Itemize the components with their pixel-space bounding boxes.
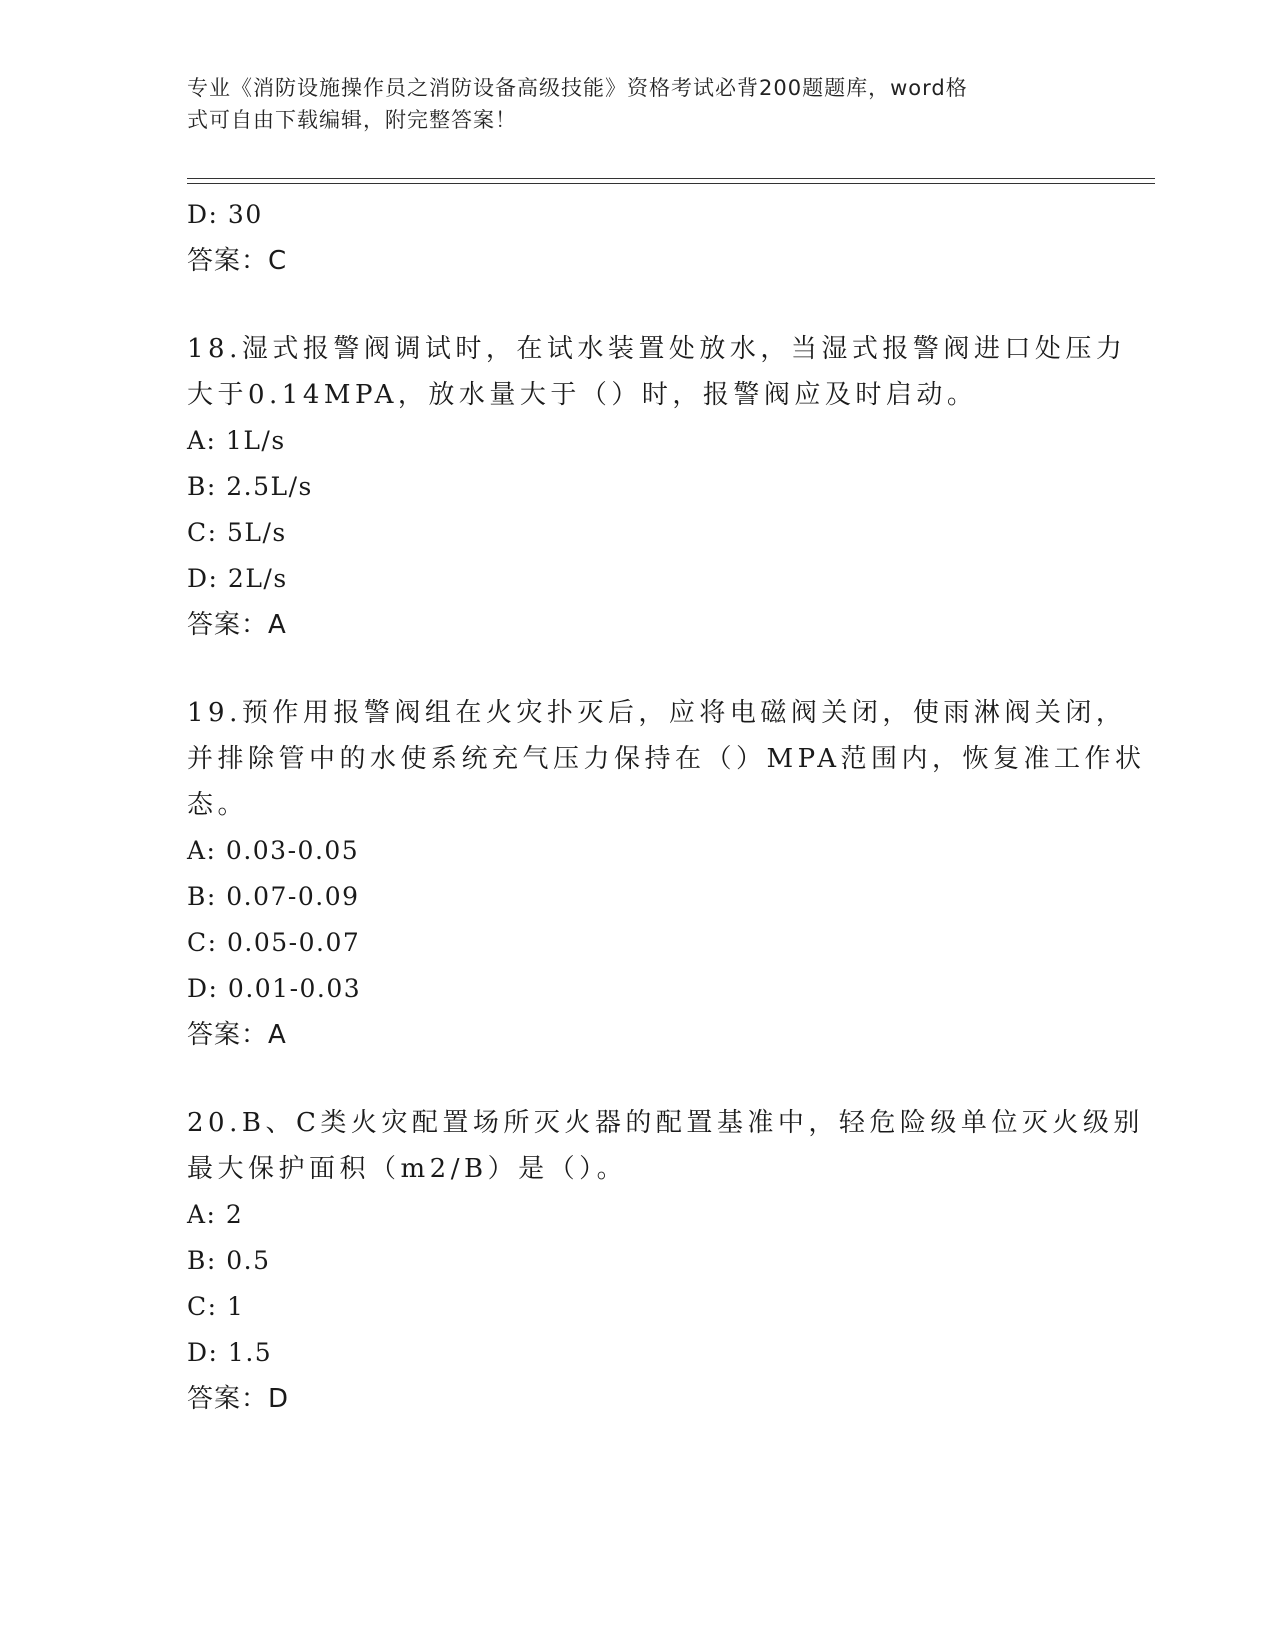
- question-text-line: 最大保护面积（m2/B）是（）。: [187, 1154, 628, 1184]
- answer-line: 答案：D: [187, 1384, 290, 1414]
- question-text-line: 并排除管中的水使系统充气压力保持在（）MPA范围内，恢复准工作状: [187, 744, 1146, 774]
- option-a: A: 1L/s: [187, 426, 286, 455]
- header-line-1: 专业《消防设施操作员之消防设备高级技能》资格考试必背200题题库，word格: [187, 76, 968, 100]
- question-18: [187, 326, 1127, 648]
- option-d: D: 0.01-0.03: [187, 974, 362, 1003]
- spacer: [187, 1058, 1087, 1100]
- document-header: [187, 72, 1087, 136]
- option-b: B: 0.07-0.09: [187, 882, 360, 911]
- option-a: A: 2: [187, 1200, 244, 1229]
- question-text-line: 20.B、C类火灾配置场所灭火器的配置基准中，轻危险级单位灭火级别: [187, 1108, 1144, 1138]
- option-d: D: 30: [187, 200, 263, 229]
- spacer: [187, 648, 1087, 690]
- answer-line: 答案：A: [187, 1020, 287, 1050]
- option-c: C: 5L/s: [187, 518, 287, 547]
- option-d: D: 1.5: [187, 1338, 273, 1367]
- option-d: D: 2L/s: [187, 564, 288, 593]
- spacer: [187, 284, 1087, 326]
- option-b: B: 0.5: [187, 1246, 271, 1275]
- option-c: C: 0.05-0.07: [187, 928, 361, 957]
- document-body: [187, 192, 1146, 1422]
- header-divider-top: [187, 178, 1155, 179]
- answer-line: 答案：C: [187, 246, 288, 276]
- previous-question-tail: [187, 192, 1087, 284]
- header-divider-bottom: [187, 183, 1155, 184]
- question-text-line: 大于0.14MPA，放水量大于（）时，报警阀应及时启动。: [187, 380, 978, 410]
- question-19: [187, 690, 1146, 1058]
- answer-line: 答案：A: [187, 610, 287, 640]
- question-text-line: 态。: [187, 790, 249, 820]
- question-text-line: 19.预作用报警阀组在火灾扑灭后，应将电磁阀关闭，使雨淋阀关闭，: [187, 698, 1127, 728]
- question-20: [187, 1100, 1144, 1422]
- question-text-line: 18.湿式报警阀调试时，在试水装置处放水，当湿式报警阀进口处压力: [187, 334, 1127, 364]
- option-c: C: 1: [187, 1292, 245, 1321]
- option-b: B: 2.5L/s: [187, 472, 313, 501]
- header-line-2: 式可自由下载编辑，附完整答案！: [187, 108, 517, 132]
- option-a: A: 0.03-0.05: [187, 836, 360, 865]
